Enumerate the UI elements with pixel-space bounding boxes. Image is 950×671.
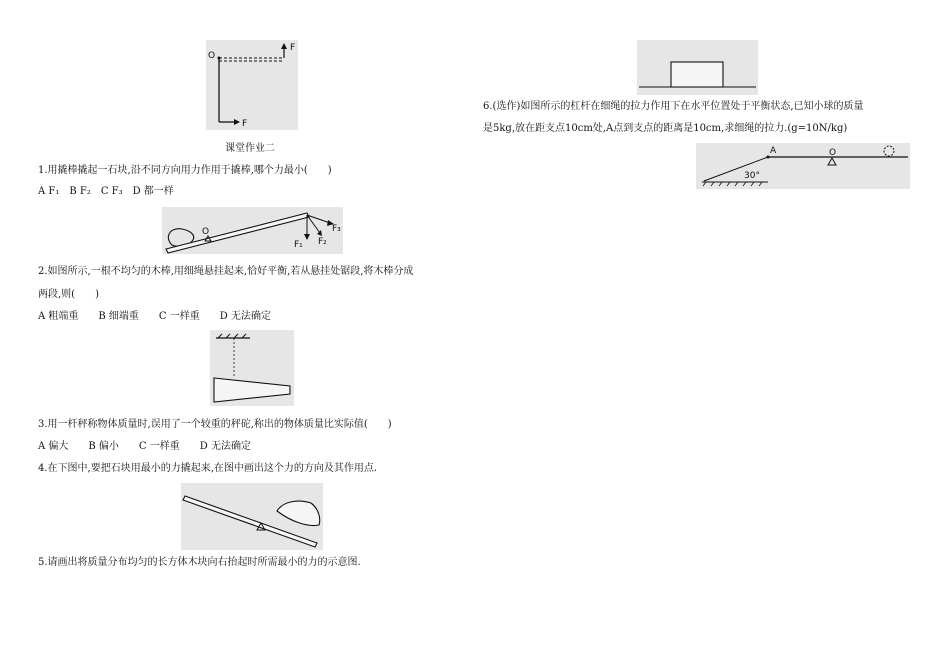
page-heading: 课堂作业二: [225, 143, 275, 154]
label-f2: F₂: [318, 237, 327, 247]
question-2-options: A 粗端重 B 细端重 C 一样重 D 无法确定: [38, 311, 271, 322]
question-2-text-line2: 两段,则( ): [38, 289, 99, 300]
question-5-text: 5.请画出将质量分布均匀的长方体木块向右抬起时所需最小的力的示意图.: [38, 557, 361, 568]
label-f-top: F: [290, 43, 296, 53]
figure-lever-rope: [696, 143, 910, 189]
figure-lever-stone: [181, 483, 323, 550]
label-f1: F₁: [294, 240, 303, 250]
label-angle: 30°: [744, 171, 760, 181]
question-4-text: 4.在下图中,要把石块用最小的力撬起来,在图中画出这个力的方向及其作用点.: [38, 463, 378, 474]
question-3-options: A 偏大 B 偏小 C 一样重 D 无法确定: [38, 441, 251, 452]
question-6-text-line1: 6.(选作)如图所示的杠杆在细绳的拉力作用下在水平位置处于平衡状态,已知小球的质量: [483, 101, 864, 112]
figure-crowbar: [162, 207, 343, 254]
figure-hanging-stick: [210, 330, 294, 406]
label-o: O: [208, 51, 216, 61]
label-o: O: [829, 148, 837, 158]
label-f3: F₃: [332, 224, 341, 234]
label-o: O: [202, 227, 210, 237]
question-1-text: 1.用撬棒撬起一石块,沿不同方向用力作用于撬棒,哪个力最小( ): [38, 165, 332, 176]
figure-block: [637, 40, 758, 95]
question-3-text: 3.用一杆秤称物体质量时,误用了一个较重的秤砣,称出的物体质量比实际值( ): [38, 419, 392, 430]
figure-lever-forces: [206, 40, 298, 130]
label-f-bottom: F: [242, 119, 248, 129]
label-a: A: [770, 146, 777, 156]
question-6-text-line2: 是5kg,放在距支点10cm处,A点到支点的距离是10cm,求细绳的拉力.(g=10N/kg): [483, 123, 848, 134]
question-2-text-line1: 2.如图所示,一根不均匀的木棒,用细绳悬挂起来,恰好平衡,若从悬挂处锯段,将木棒分成: [38, 266, 414, 277]
question-1-options: A F₁ B F₂ C F₃ D 都一样: [38, 186, 174, 197]
